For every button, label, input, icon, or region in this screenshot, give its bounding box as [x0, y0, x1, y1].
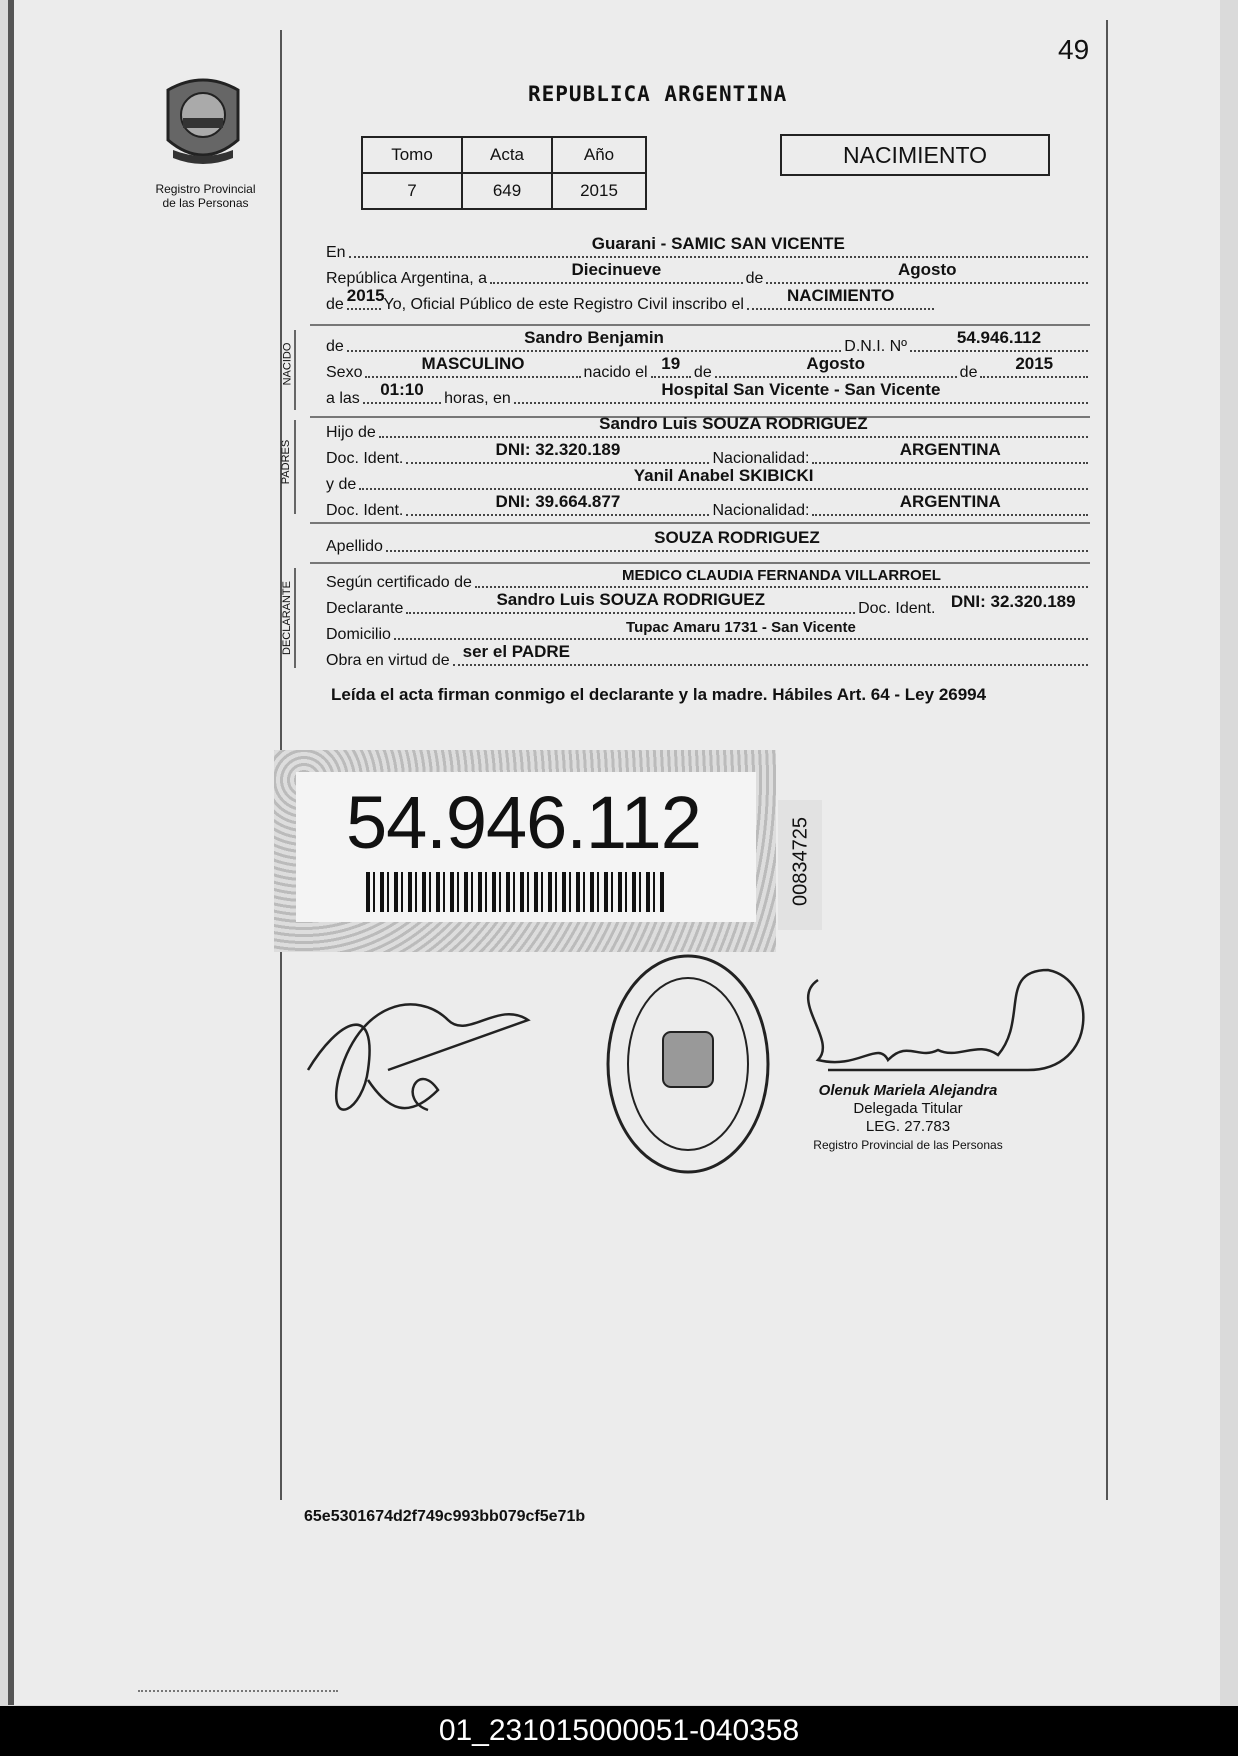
side-label-padres: PADRES	[280, 439, 293, 485]
value-declarant-doc: DNI: 32.320.189	[950, 592, 1076, 611]
label-en: En	[326, 244, 346, 261]
record-table	[361, 136, 647, 210]
divider	[310, 324, 1090, 326]
label-horas: horas, en	[444, 390, 511, 407]
label-sexo: Sexo	[326, 364, 363, 381]
value-birth-time: 01:10	[380, 380, 424, 399]
header-ano: Año	[552, 137, 646, 173]
value-father-doc: DNI: 32.320.189	[495, 440, 621, 459]
label-obra: Obra en virtud de	[326, 652, 450, 669]
row-address	[326, 619, 1091, 644]
file-id-footer: 01_231015000051-040358	[0, 1706, 1238, 1756]
label-declarante: Declarante	[326, 600, 404, 617]
row-father	[326, 414, 1091, 442]
official-block	[808, 1082, 1008, 1154]
declarant-signature-icon	[298, 960, 538, 1140]
label-doc-father: Doc. Ident.	[326, 450, 404, 467]
label-apellido: Apellido	[326, 538, 383, 555]
scan-edge	[8, 0, 14, 1705]
row-year	[326, 286, 1091, 314]
value-act-word: NACIMIENTO	[786, 286, 895, 305]
side-label-declarante: DECLARANTE	[280, 581, 293, 655]
label-de: de	[745, 270, 764, 287]
value-certificate: MEDICO CLAUDIA FERNANDA VILLARROEL	[622, 567, 941, 584]
serial-label	[778, 800, 822, 930]
row-father-doc	[326, 440, 1091, 468]
value-day-word: Diecinueve	[571, 260, 662, 279]
label-y-de: y de	[326, 476, 357, 493]
label-doc-mother: Doc. Ident.	[326, 502, 404, 519]
registry-caption: Registro Provincial de las Personas	[155, 182, 256, 210]
bottom-dotted-line	[138, 1690, 338, 1692]
dni-sticker	[274, 750, 776, 952]
row-surname	[326, 528, 1091, 556]
label-doc-declarant: Doc. Ident.	[858, 600, 936, 617]
document-page	[8, 0, 1220, 1705]
value-father-nat: ARGENTINA	[899, 440, 1001, 459]
row-mother-doc	[326, 492, 1091, 520]
sticker-dni: 54.946.112	[346, 781, 701, 864]
row-place	[326, 234, 1091, 262]
value-sexo: MASCULINO	[421, 354, 525, 373]
value-birth-day: 19	[661, 354, 681, 373]
divider	[310, 562, 1090, 564]
hospital-seal-icon	[603, 952, 773, 1177]
value-place: Guarani - SAMIC SAN VICENTE	[591, 234, 845, 253]
row-reason	[326, 642, 1091, 670]
value-child-dni: 54.946.112	[956, 328, 1042, 347]
official-leg: LEG. 27.783	[865, 1118, 951, 1135]
value-ano: 2015	[552, 173, 646, 209]
official-role: Delegada Titular	[853, 1100, 963, 1117]
label-de-month: de	[693, 364, 712, 381]
label-a-las: a las	[326, 390, 360, 407]
header-tomo: Tomo	[362, 137, 462, 173]
row-date	[326, 260, 1091, 288]
label-oficial: Yo, Oficial Público de este Registro Civil inscribo el	[383, 296, 744, 313]
value-mother-doc: DNI: 39.664.877	[495, 492, 621, 511]
value-surname: SOUZA RODRIGUEZ	[654, 528, 820, 547]
label-de-year: de	[326, 296, 344, 313]
label-hijo-de: Hijo de	[326, 424, 376, 441]
row-certificate	[326, 567, 1091, 592]
official-signature-icon	[798, 960, 1098, 1090]
row-time-place	[326, 380, 1091, 408]
label-de-child: de	[326, 338, 344, 355]
label-nac-father: Nacionalidad:	[712, 450, 810, 467]
label-nacido-el: nacido el	[583, 364, 648, 381]
value-year: 2015	[346, 286, 385, 305]
row-mother	[326, 466, 1091, 494]
label-republica: República Argentina, a	[326, 270, 487, 287]
label-nac-mother: Nacionalidad:	[712, 502, 810, 519]
document-title: REPUBLICA ARGENTINA	[528, 82, 788, 106]
value-mother-nat: ARGENTINA	[899, 492, 1001, 511]
value-mother: Yanil Anabel SKIBICKI	[633, 466, 814, 485]
header-acta: Acta	[462, 137, 552, 173]
label-de-year-birth: de	[959, 364, 978, 381]
value-month: Agosto	[897, 260, 957, 279]
official-org: Registro Provincial de las Personas	[813, 1138, 1003, 1152]
sticker-serial: 00834725	[789, 817, 812, 906]
province-emblem-icon	[158, 70, 248, 175]
value-birth-month: Agosto	[806, 354, 865, 373]
right-margin-line	[1106, 20, 1108, 1500]
value-child-name: Sandro Benjamin	[524, 328, 664, 347]
document-hash: 65e5301674d2f749c993bb079cf5e71b	[304, 1508, 586, 1525]
row-declarant	[326, 590, 1091, 618]
divider	[310, 522, 1090, 524]
page-number: 49	[1058, 34, 1090, 65]
value-acta: 649	[462, 173, 552, 209]
barcode-icon	[366, 872, 666, 912]
value-reason: ser el PADRE	[462, 642, 571, 661]
value-birth-place: Hospital San Vicente - San Vicente	[661, 380, 941, 399]
value-birth-year: 2015	[1015, 354, 1054, 373]
label-domicilio: Domicilio	[326, 626, 391, 643]
label-certificado: Según certificado de	[326, 574, 472, 591]
row-sex-birth	[326, 354, 1091, 382]
act-type-box: NACIMIENTO	[780, 134, 1050, 176]
value-address: Tupac Amaru 1731 - San Vicente	[626, 619, 856, 636]
label-dni: D.N.I. Nº	[844, 338, 907, 355]
closing-text: Leída el acta firman conmigo el declarante y la madre. Hábiles Art. 64 - Ley 26994	[331, 685, 987, 704]
side-label-nacido: NACIDO	[281, 342, 294, 386]
value-tomo: 7	[362, 173, 462, 209]
official-name: Olenuk Mariela Alejandra	[818, 1082, 998, 1099]
value-father: Sandro Luis SOUZA RODRIGUEZ	[599, 414, 868, 433]
value-declarant: Sandro Luis SOUZA RODRIGUEZ	[496, 590, 765, 609]
nacido-band	[294, 330, 296, 410]
row-child-name	[326, 328, 1091, 356]
declarante-band	[294, 568, 296, 668]
padres-band	[294, 420, 296, 514]
